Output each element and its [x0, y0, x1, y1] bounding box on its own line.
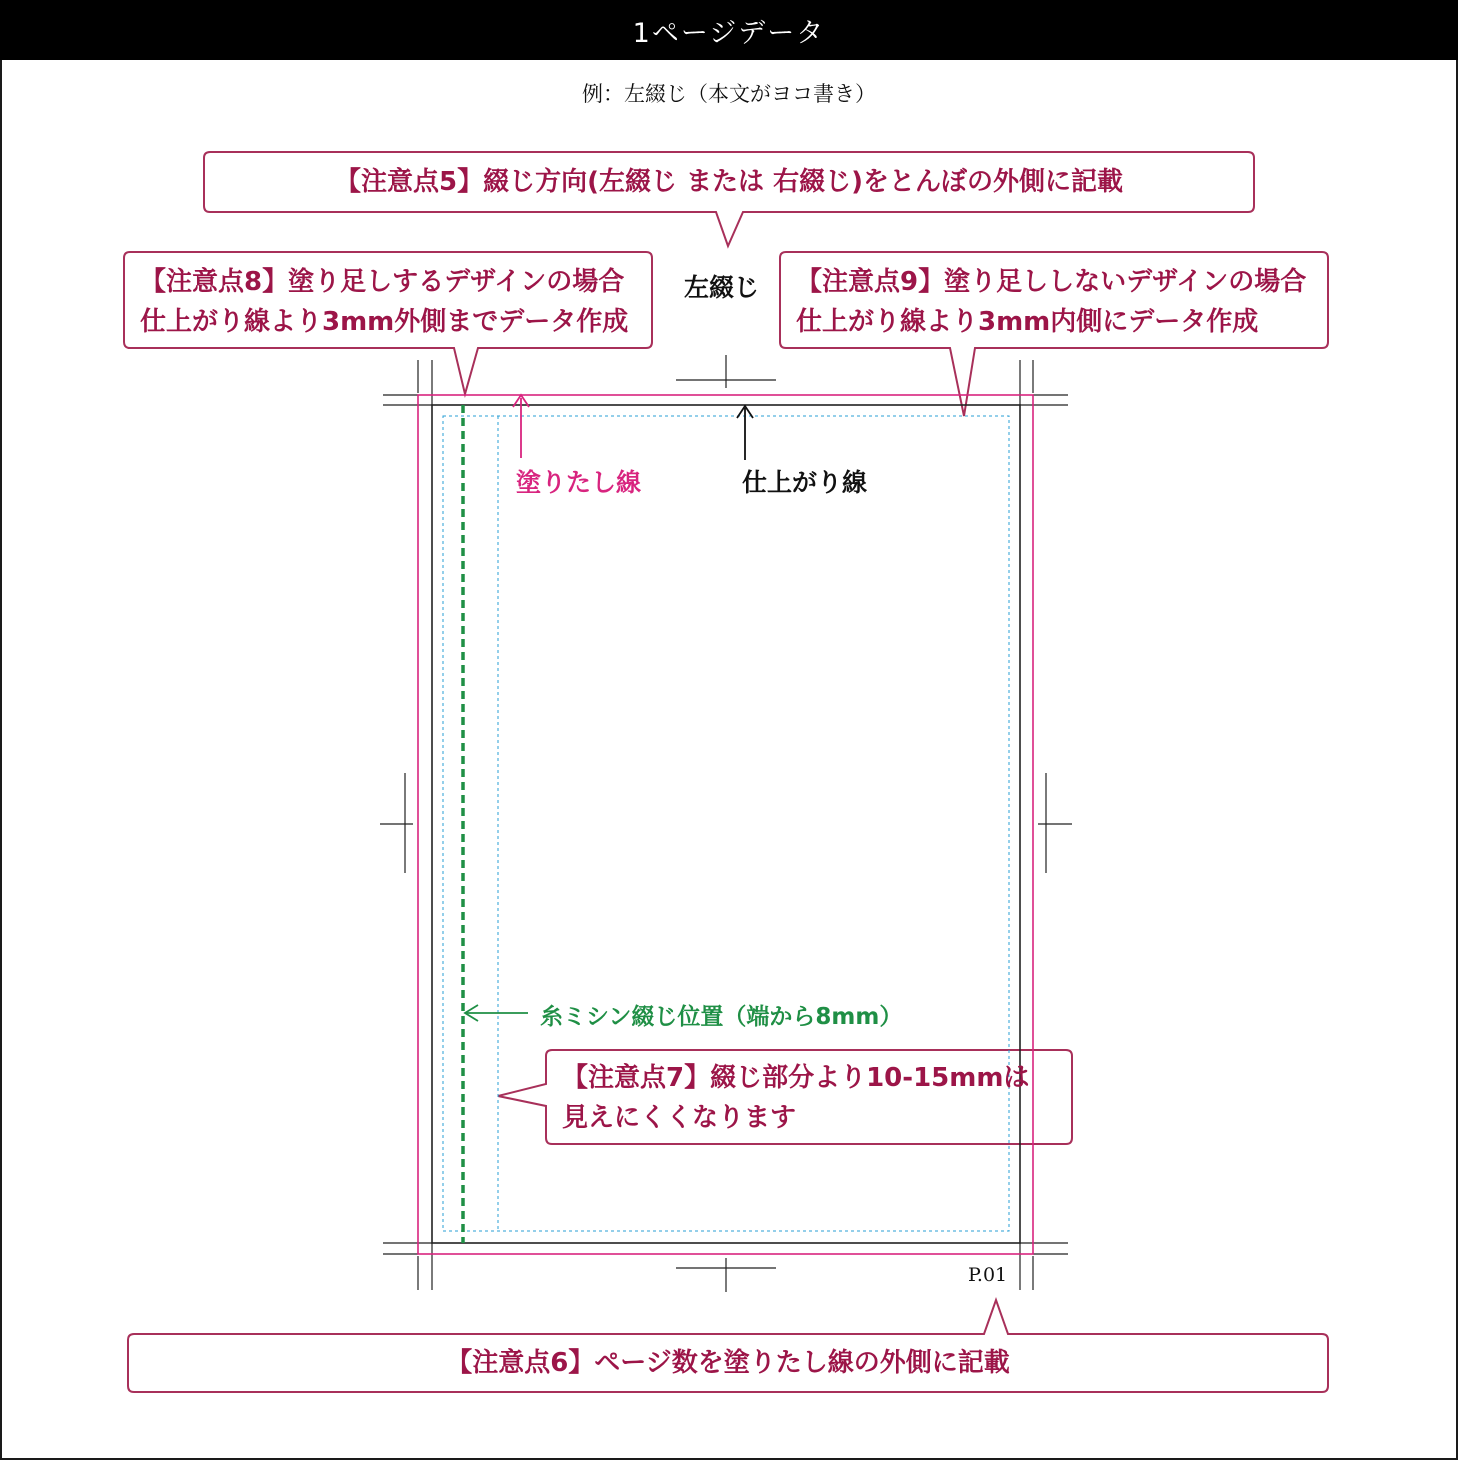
callout-note6 [130, 1336, 1326, 1390]
callout-note8-line1: 【注意点8】塗り足しするデザインの場合 [140, 267, 625, 297]
callout-note9-line2: 仕上がり線より3mm内側にデータ作成 [796, 307, 1259, 337]
sewing-position-label: 糸ミシン綴じ位置（端から8mm） [540, 1004, 903, 1030]
crop-marks [380, 355, 1072, 1292]
trim-line-label: 仕上がり線 [742, 468, 868, 497]
binding-direction-label: 左綴じ [684, 273, 760, 302]
callout-note8-line2: 仕上がり線より3mm外側までデータ作成 [140, 307, 629, 337]
page-title: 1ページデータ [0, 0, 1458, 60]
bleed-line-label: 塗りたし線 [516, 468, 642, 497]
callout-note6-text: 【注意点6】ページ数を塗りたし線の外側に記載 [446, 1348, 1010, 1378]
trim-arrow [737, 406, 753, 460]
callout-note7-line2: 見えにくくなります [562, 1103, 797, 1133]
callout-note9 [782, 262, 1326, 342]
callout-note5-text: 【注意点5】綴じ方向(左綴じ または 右綴じ)をとんぼの外側に記載 [335, 167, 1123, 197]
callout-note7-line1: 【注意点7】綴じ部分より10-15mmは [562, 1063, 1030, 1093]
subtitle: 例：左綴じ（本文がヨコ書き） [582, 82, 876, 106]
page-number: P.01 [968, 1264, 1008, 1286]
callout-note7 [548, 1056, 1070, 1140]
sewing-arrow [465, 1005, 528, 1021]
callout-note5 [206, 154, 1252, 210]
callout-note8 [126, 262, 650, 342]
callout-note9-line1: 【注意点9】塗り足ししないデザインの場合 [796, 267, 1307, 297]
bleed-arrow [513, 395, 529, 458]
